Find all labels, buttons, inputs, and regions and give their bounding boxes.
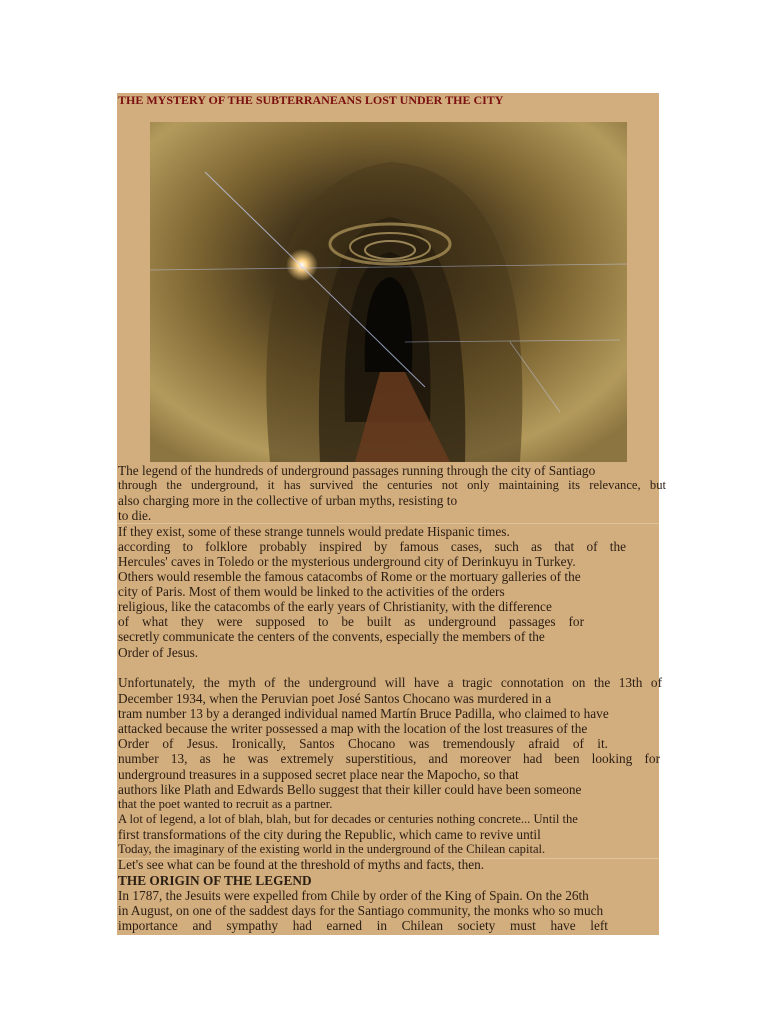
text-line: Hercules' caves in Toledo or the mysterious underground city of Derinkuyu in Turkey. xyxy=(118,554,576,569)
text-line: city of Paris. Most of them would be linked to the activities of the orders xyxy=(118,584,505,599)
text-line: also charging more in the collective of urban myths, resisting to xyxy=(118,493,458,508)
text-line: first transformations of the city during the Republic, which came to revive until xyxy=(118,827,541,842)
section-heading: THE ORIGIN OF THE LEGEND xyxy=(118,873,312,888)
text-line: authors like Plath and Edwards Bello suggest that their killer could have been someone xyxy=(118,782,582,797)
text-line: that the poet wanted to recruit as a partner. xyxy=(118,797,333,811)
text-line: Today, the imaginary of the existing world in the underground of the Chilean capital. xyxy=(118,842,546,856)
tunnel-photo xyxy=(150,122,627,462)
text-line: If they exist, some of these strange tunnels would predate Hispanic times. xyxy=(118,524,510,539)
text-line: through the underground, it has survived the centuries not only maintaining its relevance, but xyxy=(118,478,666,492)
text-line: December 1934, when the Peruvian poet José Santos Chocano was murdered in a xyxy=(118,691,552,706)
text-line: Unfortunately, the myth of the underground will have a tragic connotation on the 13th of xyxy=(118,675,662,690)
text-line: Let's see what can be found at the threshold of myths and facts, then. xyxy=(118,857,485,872)
text-line: in August, on one of the saddest days for the Santiago community, the monks who so much xyxy=(118,903,604,918)
text-line: tram number 13 by a deranged individual named Martín Bruce Padilla, who claimed to have xyxy=(118,706,609,721)
text-line: importance and sympathy had earned in Chilean society must have left xyxy=(118,918,608,933)
text-line: The legend of the hundreds of underground passages running through the city of Santiago xyxy=(118,463,596,478)
text-line: underground treasures in a supposed secret place near the Mapocho, so that xyxy=(118,767,519,782)
text-line: Others would resemble the famous catacombs of Rome or the mortuary galleries of the xyxy=(118,569,581,584)
text-line: In 1787, the Jesuits were expelled from Chile by order of the King of Spain. On the 26th xyxy=(118,888,589,903)
text-line: religious, like the catacombs of the early years of Christianity, with the difference xyxy=(118,599,552,614)
text-line: A lot of legend, a lot of blah, blah, but for decades or centuries nothing concrete... Until the xyxy=(118,812,578,826)
text-line: Order of Jesus. Ironically, Santos Chocano was tremendously afraid of it. xyxy=(118,736,608,751)
text-line: secretly communicate the centers of the convents, especially the members of the xyxy=(118,629,545,644)
text-line: of what they were supposed to be built as underground passages for xyxy=(118,614,584,629)
article-title: THE MYSTERY OF THE SUBTERRANEANS LOST UNDER THE CITY xyxy=(118,93,504,107)
text-line: attacked because the writer possessed a map with the location of the lost treasures of the xyxy=(118,721,588,736)
text-line: number 13, as he was extremely superstitious, and moreover had been looking for xyxy=(118,751,660,766)
text-line: Order of Jesus. xyxy=(118,645,199,660)
text-line: to die. xyxy=(118,508,152,523)
text-line: according to folklore probably inspired by famous cases, such as that of the xyxy=(118,539,626,554)
